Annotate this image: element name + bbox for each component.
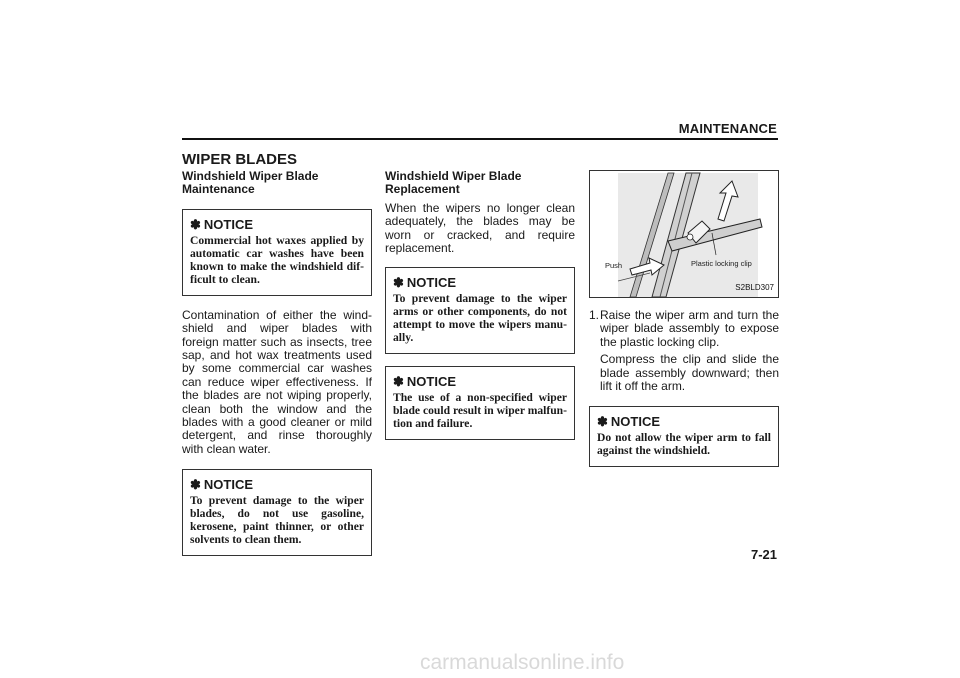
notice-heading [190,477,364,492]
notice-box-wiper-fall [589,406,779,467]
notice-star-icon: ✽ [597,414,608,430]
column-3 [589,170,779,467]
figure-code: S2BLD307 [735,282,774,292]
step-1-detail: Compress the clip and slide the blade assembly downward; then lift it off the arm. [600,352,779,394]
notice-box-solvents [182,469,372,556]
page-number: 7-21 [750,547,777,562]
notice-heading [393,374,567,389]
notice-star-icon: ✽ [393,275,404,291]
replacement-paragraph: When the wipers no longer clean adequately, the blades may be worn or cracked, and require replacement. [385,200,575,256]
notice-body: The use of a non-specified wiper blade could result in wiper malfun- tion and failure. [393,391,567,431]
push-label: Push [605,261,623,270]
notice-box-wiper-arms [385,267,575,354]
notice-body: To prevent damage to the wiper blades, do not use gasoline, kerosene, paint thinner, or other solvents to clean them. [190,494,364,547]
notice-body: Commercial hot waxes applied by automatic car washes have been known to make the windshield dif- ficult to clean. [190,233,364,286]
notice-star-icon: ✽ [190,477,201,493]
notice-title: NOTICE [203,477,254,493]
notice-heading [190,217,364,232]
wiper-blade-figure [589,170,779,298]
step-text: Raise the wiper arm and turn the wiper blade assembly to expose the plastic locking clip. [600,308,779,349]
contamination-paragraph: Contamination of either the wind- shield and wiper blades with foreign matter such as insects, tree sap, and hot wax treatments used by some commercial car washes can reduce wiper effectiveness. If the blades are not wiping properly, clean both the window and the blades with a good cleaner or mild detergent, and rinse thoroughly with clean water. [182,307,372,456]
step-number: 1. [589,308,600,322]
notice-body: Do not allow the wiper arm to fall against the windshield. [597,431,771,458]
notice-box-non-specified-blade [385,366,575,440]
notice-star-icon: ✽ [393,374,404,390]
section-title: MAINTENANCE [678,121,777,136]
notice-star-icon: ✽ [190,216,201,232]
subhead-replacement: Windshield Wiper Blade Replacement [385,169,522,197]
page-title: WIPER BLADES [182,151,298,168]
column-1 [182,170,372,556]
notice-title: NOTICE [203,216,254,232]
notice-title: NOTICE [406,275,457,291]
notice-title: NOTICE [610,414,661,430]
watermark: carmanualsonline.info [420,651,625,674]
header-rule [182,138,778,140]
wiper-illustration [590,171,779,298]
step-1 [589,309,779,349]
notice-heading [597,414,771,429]
notice-body: To prevent damage to the wiper arms or other components, do not attempt to move the wipers manu- ally. [393,292,567,345]
notice-box-hot-wax [182,209,372,296]
plastic-locking-clip-label: Plastic locking clip [691,259,752,268]
column-2 [385,170,575,440]
notice-title: NOTICE [406,374,457,390]
replacement-steps [589,309,779,393]
subhead-maintenance: Windshield Wiper Blade Maintenance [182,169,319,197]
notice-heading [393,275,567,290]
